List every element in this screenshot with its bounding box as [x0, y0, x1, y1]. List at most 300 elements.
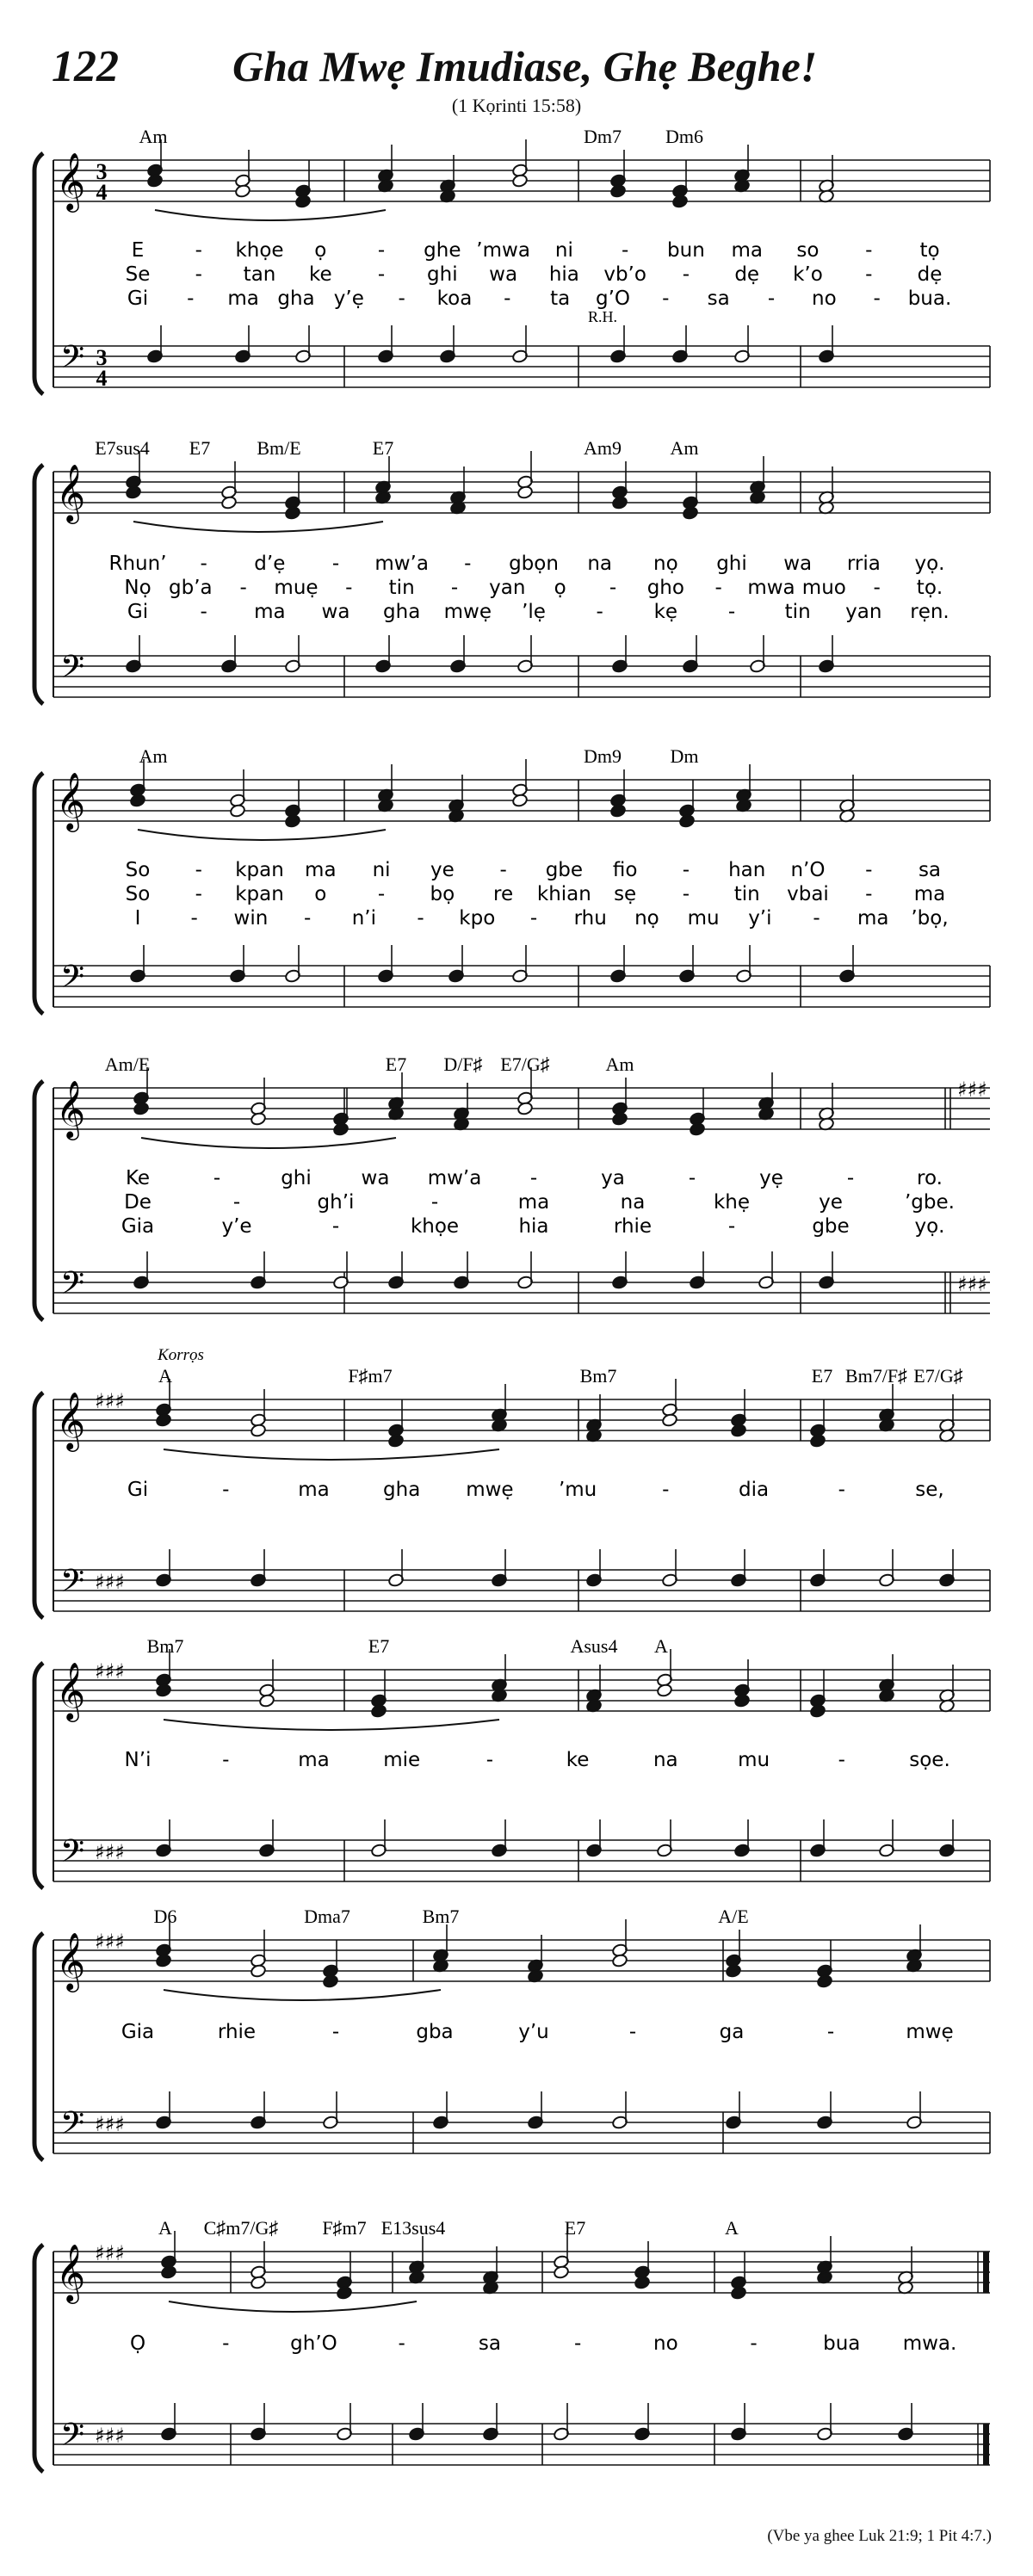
chord-symbol: Dm — [670, 745, 699, 767]
lyric-syllable: - — [303, 907, 312, 930]
lyric-syllable: - — [714, 577, 722, 599]
lyric-syllable: - — [529, 1167, 538, 1189]
lyric-syllable: Gia — [121, 2021, 155, 2043]
alto-notehead — [322, 1974, 338, 1989]
chord-symbol: E7 — [189, 437, 211, 459]
lyric-syllable: E — [131, 239, 145, 262]
lyric-syllable: - — [865, 263, 873, 286]
final-barline — [983, 2424, 989, 2465]
alto-notehead — [516, 485, 533, 500]
lyric-syllable: - — [232, 1191, 241, 1214]
chord-symbol: Bm7 — [422, 1906, 460, 1927]
alto-notehead — [294, 195, 311, 209]
lyric-syllable: khian — [536, 883, 591, 905]
key-signature-sharps: ♯♯♯ — [95, 1930, 125, 1954]
lyric-syllable: rẹn. — [910, 601, 949, 623]
bass-clef-icon: 𝄢 — [59, 959, 85, 1003]
lyric-syllable: I — [134, 907, 141, 930]
lyric-syllable: - — [504, 287, 511, 310]
chord-symbol: Dma7 — [304, 1906, 350, 1927]
lyric-syllable: - — [628, 2021, 637, 2043]
lyric-syllable: bua — [823, 2332, 861, 2355]
time-signature-top: 3 — [96, 345, 108, 370]
lyric-syllable: - — [195, 263, 202, 286]
lyric-syllable: - — [195, 859, 202, 881]
lyric-syllable: - — [417, 907, 424, 930]
lyric-syllable: ma — [731, 239, 763, 262]
lyric-syllable: ma — [305, 859, 337, 881]
lyric-syllable: ro. — [917, 1167, 943, 1189]
treble-clef-icon: 𝄞 — [55, 2243, 86, 2301]
lyric-syllable: gba — [416, 2021, 454, 2043]
alto-notehead — [730, 1424, 746, 1438]
hand-marking: R.H. — [587, 308, 618, 325]
treble-clef-icon: 𝄞 — [55, 1079, 86, 1138]
lyric-syllable: - — [621, 239, 629, 262]
chord-symbol: E7sus4 — [95, 437, 150, 459]
chord-symbol: Bm7/F♯ — [844, 1365, 908, 1387]
lyric-syllable: tọ — [919, 239, 940, 262]
lyric-syllable: - — [750, 2332, 758, 2355]
system-bracket — [34, 1933, 43, 2160]
lyric-syllable: gb’a — [169, 577, 213, 599]
chord-symbol: E7/G♯ — [913, 1365, 963, 1387]
final-barline — [983, 2252, 989, 2293]
alto-notehead — [609, 184, 626, 199]
lyric-syllable: mwẹ — [906, 2021, 954, 2043]
lyric-syllable: ke — [566, 1749, 590, 1771]
alto-notehead — [809, 1704, 826, 1719]
alto-notehead — [730, 2286, 746, 2301]
lyric-syllable: ọ — [554, 577, 566, 599]
lyric-syllable: na — [653, 1749, 678, 1771]
lyric-syllable: gha — [383, 601, 421, 623]
lyric-syllable: - — [727, 1215, 736, 1238]
time-signature-top: 3 — [96, 159, 108, 184]
alto-notehead — [146, 174, 163, 188]
chord-symbol: E7 — [372, 437, 394, 459]
alto-notehead — [725, 1964, 741, 1979]
lyric-syllable: dẹ — [917, 263, 943, 286]
bass-clef-icon: 𝄢 — [59, 2417, 85, 2461]
tie — [155, 210, 386, 220]
lyric-syllable: kẹ — [653, 601, 678, 623]
lyric-syllable: gbọn — [509, 553, 559, 575]
lyric-syllable: kpan — [235, 859, 284, 881]
lyric-syllable: Nọ — [124, 577, 152, 599]
lyric-syllable: - — [222, 1479, 230, 1501]
time-signature-bottom: 4 — [96, 366, 108, 391]
system-bracket — [34, 153, 43, 394]
lyric-syllable: - — [195, 883, 202, 905]
lyric-syllable: - — [331, 1215, 340, 1238]
lyric-syllable: - — [398, 2332, 405, 2355]
chord-symbol: E7 — [811, 1365, 833, 1387]
alto-notehead — [611, 1954, 628, 1968]
treble-clef-icon: 𝄞 — [55, 1931, 86, 1990]
treble-clef-icon: 𝄞 — [55, 151, 86, 210]
key-signature-sharps: ♯♯♯ — [95, 1570, 125, 1594]
chord-symbol: Am — [605, 1053, 634, 1075]
lyric-syllable: g’O — [595, 287, 631, 310]
alto-notehead — [671, 195, 688, 209]
key-signature-sharps: ♯♯♯ — [95, 1659, 125, 1683]
lyric-syllable: gh’O — [290, 2332, 337, 2355]
lyric-syllable: na — [620, 1191, 646, 1214]
chord-symbol: A — [725, 2217, 739, 2239]
lyric-syllable: N’i — [124, 1749, 152, 1771]
alto-notehead — [816, 1974, 832, 1989]
lyric-syllable: han — [728, 859, 766, 881]
chord-symbol: F♯m7 — [348, 1365, 393, 1387]
lyric-syllable: tọ. — [916, 577, 943, 599]
lyric-syllable: mie — [383, 1749, 421, 1771]
lyric-syllable: khẹ — [713, 1191, 751, 1214]
lyric-syllable: - — [865, 883, 873, 905]
bass-clef-icon: 𝄢 — [59, 1833, 85, 1877]
lyric-syllable: ọ — [314, 239, 327, 262]
treble-clef-icon: 𝄞 — [55, 771, 86, 830]
lyric-syllable: dia — [739, 1479, 770, 1501]
lyric-syllable: wa — [489, 263, 518, 286]
alto-notehead — [160, 2265, 176, 2280]
system-bracket — [34, 1081, 43, 1320]
chord-symbol: Am — [139, 745, 168, 767]
lyric-syllable: So — [125, 859, 151, 881]
lyric-syllable: kpo — [459, 907, 496, 930]
chord-symbol: C♯m7/G♯ — [203, 2217, 279, 2239]
lyric-syllable: - — [499, 859, 507, 881]
lyric-syllable: ke — [308, 263, 332, 286]
lyric-syllable: mw’a — [374, 553, 429, 575]
lyric-syllable: - — [662, 1479, 670, 1501]
lyric-syllable: yan — [845, 601, 882, 623]
alto-notehead — [733, 1694, 750, 1708]
lyric-syllable: De — [124, 1191, 152, 1214]
lyric-syllable: mwa — [747, 577, 795, 599]
lyric-syllable: - — [609, 577, 617, 599]
lyric-syllable: ye — [819, 1191, 843, 1214]
lyric-syllable: kpan — [235, 883, 284, 905]
lyric-syllable: wa — [361, 1167, 390, 1189]
lyric-syllable: khọe — [410, 1215, 460, 1238]
treble-clef-icon: 𝄞 — [55, 1661, 86, 1720]
lyric-syllable: - — [873, 577, 881, 599]
key-signature-sharps: ♯♯♯ — [95, 2424, 125, 2448]
system-bracket — [34, 465, 43, 704]
lyric-syllable: re — [493, 883, 514, 905]
lyric-syllable: - — [873, 287, 881, 310]
chord-symbol: Dm7 — [584, 126, 622, 147]
lyric-syllable: - — [213, 1167, 221, 1189]
alto-notehead — [809, 1434, 826, 1449]
lyric-syllable: n’i — [351, 907, 376, 930]
lyric-syllable: - — [430, 1191, 439, 1214]
lyric-syllable: Se — [125, 263, 151, 286]
lyric-syllable: - — [826, 2021, 835, 2043]
lyric-syllable: sẹ — [614, 883, 637, 905]
chord-symbol: E7 — [385, 1053, 407, 1075]
lyric-syllable: ga — [719, 2021, 745, 2043]
key-signature-sharps: ♯♯♯ — [95, 2241, 125, 2265]
hymn-number: 122 — [52, 42, 119, 91]
alto-notehead — [229, 804, 245, 819]
lyric-syllable: - — [187, 287, 195, 310]
alto-notehead — [689, 1122, 705, 1137]
tie — [164, 1990, 441, 2000]
lyric-syllable: Gi — [127, 287, 149, 310]
alto-notehead — [133, 1102, 149, 1116]
lyric-syllable: y’e — [221, 1215, 252, 1238]
lyric-syllable: muo — [801, 577, 846, 599]
treble-clef-icon: 𝄞 — [55, 1391, 86, 1449]
chord-symbol: Am9 — [584, 437, 622, 459]
lyric-syllable: ni — [372, 859, 391, 881]
lyric-syllable: ghi — [427, 263, 458, 286]
lyric-syllable: ma — [298, 1749, 330, 1771]
lyric-syllable: rhu — [573, 907, 607, 930]
lyric-syllable: ma — [857, 907, 889, 930]
bass-clef-icon: 𝄢 — [59, 649, 85, 693]
tie — [164, 1449, 499, 1460]
alto-notehead — [250, 1424, 266, 1438]
lyric-syllable: - — [838, 1479, 845, 1501]
lyric-syllable: mwa. — [902, 2332, 957, 2355]
chord-symbol: Bm/E — [257, 437, 301, 459]
lyric-syllable: ma — [227, 287, 259, 310]
lyric-syllable: So — [125, 883, 151, 905]
chord-symbol: Asus4 — [570, 1635, 618, 1657]
lyric-syllable: fio — [612, 859, 638, 881]
lyric-syllable: vb’o — [603, 263, 646, 286]
lyric-syllable: gh’i — [317, 1191, 355, 1214]
lyric-syllable: sa — [707, 287, 730, 310]
key-signature-sharps: ♯♯♯ — [957, 1272, 987, 1296]
chord-symbol: Am/E — [104, 1053, 151, 1075]
lyric-syllable: hia — [548, 263, 579, 286]
lyric-syllable: - — [529, 907, 538, 930]
lyric-syllable: bua. — [907, 287, 952, 310]
lyric-syllable: yan — [489, 577, 526, 599]
lyric-syllable: tin — [784, 601, 811, 623]
lyric-syllable: - — [727, 601, 736, 623]
alto-notehead — [516, 1102, 533, 1116]
tie — [138, 830, 386, 840]
lyric-syllable: Rhun’ — [108, 553, 167, 575]
alto-notehead — [553, 2265, 569, 2280]
system-bracket — [34, 773, 43, 1014]
alto-notehead — [511, 174, 528, 188]
lyric-syllable: nọ — [634, 907, 659, 930]
lyric-syllable: - — [331, 2021, 340, 2043]
chord-symbol: A — [654, 1635, 668, 1657]
lyric-syllable: - — [200, 553, 207, 575]
bass-clef-icon: 𝄢 — [59, 339, 85, 383]
lyric-syllable: Ọ — [129, 2332, 146, 2355]
lyric-syllable: - — [865, 859, 873, 881]
lyric-syllable: ’mwa — [476, 239, 530, 262]
lyric-syllable: mwẹ — [443, 601, 492, 623]
lyric-syllable: - — [865, 239, 873, 262]
bass-clef-icon: 𝄢 — [59, 1563, 85, 1607]
footnote: (Vbe ya ghee Luk 21:9; 1 Pit 4:7.) — [767, 2527, 992, 2545]
lyric-syllable: - — [239, 577, 247, 599]
chord-symbol: E7 — [564, 2217, 586, 2239]
lyric-syllable: Ke — [125, 1167, 151, 1189]
lyric-syllable: tin — [388, 577, 415, 599]
treble-clef-icon: 𝄞 — [55, 463, 86, 522]
chord-symbol: Dm9 — [584, 745, 622, 767]
lyric-syllable: yọ. — [914, 553, 945, 575]
lyric-syllable: y’i — [748, 907, 772, 930]
alto-notehead — [609, 804, 626, 819]
lyric-syllable: k’o — [793, 263, 823, 286]
lyric-syllable: gho — [646, 577, 684, 599]
chord-symbol: Bm7 — [579, 1365, 617, 1387]
lyric-syllable: gbe — [812, 1215, 850, 1238]
lyric-syllable: so — [796, 239, 820, 262]
chord-symbol: D6 — [153, 1906, 177, 1927]
lyric-syllable: mu — [738, 1749, 770, 1771]
chord-symbol: A/E — [718, 1906, 749, 1927]
lyric-syllable: - — [688, 1167, 696, 1189]
lyric-syllable: dẹ — [734, 263, 760, 286]
lyric-syllable: ma — [517, 1191, 550, 1214]
lyric-syllable: - — [377, 239, 386, 262]
hymn-title: Gha Mwẹ Imudiase, Ghẹ Beghe! — [232, 42, 818, 90]
chord-symbol: Am — [670, 437, 699, 459]
lyric-syllable: sa — [478, 2332, 501, 2355]
lyric-syllable: se, — [915, 1479, 944, 1501]
alto-notehead — [155, 1683, 171, 1698]
lyric-syllable: gha — [383, 1479, 421, 1501]
alto-notehead — [234, 184, 251, 199]
alto-notehead — [250, 1964, 266, 1979]
lyric-syllable: ya — [601, 1167, 625, 1189]
lyric-syllable: nọ — [653, 553, 678, 575]
lyric-syllable: Gia — [121, 1215, 155, 1238]
chord-symbol: E7 — [368, 1635, 390, 1657]
key-signature-sharps: ♯♯♯ — [95, 2112, 125, 2136]
lyric-syllable: - — [767, 287, 776, 310]
lyric-syllable: - — [813, 907, 820, 930]
lyric-syllable: - — [222, 1749, 230, 1771]
lyric-syllable: mwẹ — [466, 1479, 514, 1501]
lyric-syllable: muẹ — [274, 577, 319, 599]
alto-notehead — [284, 506, 300, 521]
chord-symbol: A — [158, 1365, 172, 1387]
alto-notehead — [661, 1413, 677, 1428]
lyric-syllable: ma — [913, 883, 946, 905]
lyric-syllable: - — [450, 577, 459, 599]
key-signature-sharps: ♯♯♯ — [95, 1389, 125, 1413]
lyric-syllable: ye — [430, 859, 455, 881]
alto-notehead — [250, 2276, 266, 2290]
lyric-syllable: tan — [243, 263, 276, 286]
lyric-syllable: - — [345, 577, 353, 599]
lyric-syllable: - — [838, 1749, 845, 1771]
lyric-syllable: - — [682, 263, 690, 286]
lyric-syllable: - — [464, 553, 472, 575]
lyric-syllable: - — [573, 2332, 582, 2355]
chord-symbol: Bm7 — [146, 1635, 184, 1657]
lyric-syllable: y’ẹ — [333, 287, 364, 310]
tie — [164, 1720, 499, 1730]
lyric-syllable: - — [662, 287, 670, 310]
lyric-syllable: yẹ — [759, 1167, 783, 1189]
lyric-syllable: gbe — [545, 859, 584, 881]
chord-symbol: E7/G♯ — [500, 1053, 550, 1075]
chord-symbol: Am — [139, 126, 168, 147]
alto-notehead — [656, 1683, 672, 1698]
lyric-syllable: n’O — [790, 859, 826, 881]
lyric-syllable: gha — [277, 287, 315, 310]
lyric-syllable: no — [653, 2332, 678, 2355]
lyric-syllable: ma — [298, 1479, 330, 1501]
lyric-syllable: - — [846, 1167, 855, 1189]
lyric-syllable: ta — [550, 287, 571, 310]
alto-notehead — [220, 496, 237, 510]
lyric-syllable: sọe. — [909, 1749, 950, 1771]
chord-symbol: A — [158, 2217, 172, 2239]
lyric-syllable: ghi — [716, 553, 747, 575]
lyric-syllable: - — [331, 553, 340, 575]
alto-notehead — [336, 2286, 352, 2301]
alto-notehead — [250, 1112, 266, 1127]
chorus-label: Korrọs — [158, 1346, 204, 1364]
alto-notehead — [155, 1413, 171, 1428]
lyric-syllable: - — [486, 1749, 494, 1771]
alto-notehead — [125, 485, 141, 500]
lyric-syllable: win — [233, 907, 269, 930]
lyric-syllable: vbai — [787, 883, 829, 905]
lyric-syllable: y’u — [518, 2021, 549, 2043]
alto-notehead — [155, 1954, 171, 1968]
lyric-syllable: - — [682, 859, 690, 881]
system-7 — [34, 1919, 990, 2160]
chord-symbol: D/F♯ — [443, 1053, 483, 1075]
key-signature-sharps: ♯♯♯ — [957, 1078, 987, 1102]
alto-notehead — [678, 814, 695, 829]
lyric-syllable: bọ — [430, 883, 455, 905]
lyric-syllable: ’bọ, — [911, 907, 949, 930]
lyric-syllable: ghe — [424, 239, 461, 262]
alto-notehead — [511, 794, 528, 808]
bass-clef-icon: 𝄢 — [59, 1265, 85, 1309]
lyric-syllable: Gi — [127, 1479, 149, 1501]
lyric-syllable: wa — [321, 601, 350, 623]
lyric-syllable: tin — [733, 883, 760, 905]
chord-symbol: Dm6 — [665, 126, 703, 147]
lyric-syllable: - — [377, 883, 386, 905]
system-6 — [34, 1649, 990, 1888]
lyric-syllable: hia — [518, 1215, 549, 1238]
lyric-syllable: ’mu — [558, 1479, 597, 1501]
lyric-syllable: ni — [554, 239, 573, 262]
lyric-syllable: no — [812, 287, 837, 310]
chord-symbol: F♯m7 — [322, 2217, 367, 2239]
lyric-syllable: ’gbe. — [905, 1191, 955, 1214]
lyric-syllable: khọe — [235, 239, 284, 262]
lyric-syllable: - — [222, 2332, 230, 2355]
lyric-syllable: mw’a — [427, 1167, 482, 1189]
time-signature-bottom: 4 — [96, 180, 108, 205]
system-bracket — [34, 1663, 43, 1888]
alto-notehead — [332, 1122, 349, 1137]
tie — [169, 2301, 417, 2312]
lyric-syllable: sa — [918, 859, 942, 881]
lyric-syllable: - — [596, 601, 603, 623]
